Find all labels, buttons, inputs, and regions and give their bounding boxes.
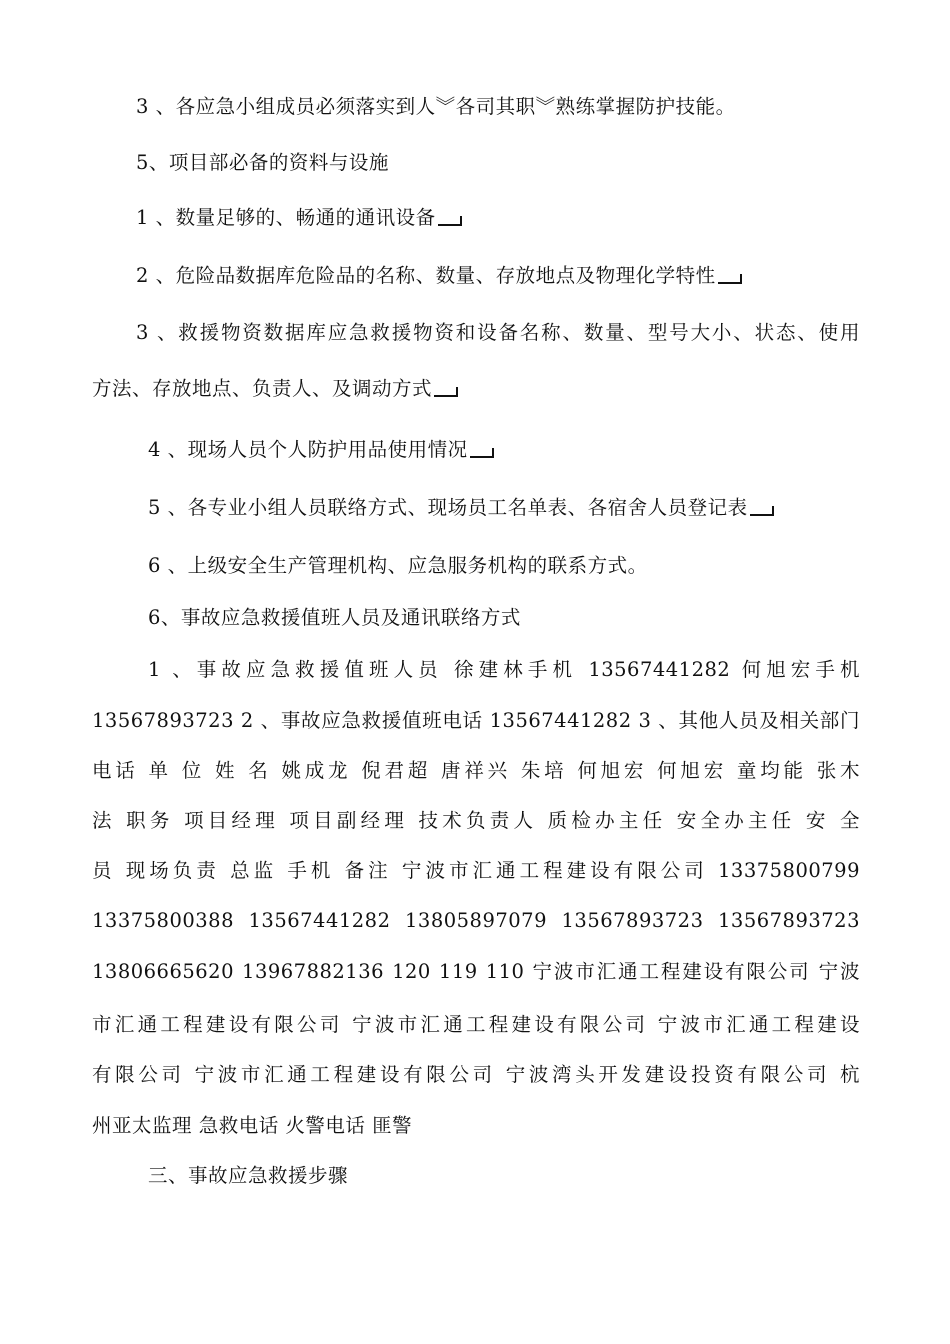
contact-line-10: 州亚太监理 急救电话 火警电话 匪警	[92, 1114, 413, 1137]
contact-line-3: 电话 单 位 姓 名 姚成龙 倪君超 唐祥兴 朱培 何旭宏 何旭宏 童均能 张木	[92, 759, 860, 782]
contact-line-4: 法 职务 项目经理 项目副经理 技术负责人 质检办主任 安全办主任 安 全	[92, 809, 860, 832]
section-5-heading: 5、项目部必备的资料与设施	[136, 151, 389, 174]
contact-line-2: 13567893723 2 、事故应急救援值班电话 13567441282 3 、其他人员及相关部门	[92, 709, 860, 732]
item-5: 5 、各专业小组人员联络方式、现场员工名单表、各宿舍人员登记表	[148, 493, 918, 523]
item-6: 6 、上级安全生产管理机构、应急服务机构的联系方式。	[148, 554, 648, 577]
contact-line-7: 13806665620 13967882136 120 119 110 宁波市汇通工程建设有限公司 宁波	[92, 960, 860, 983]
contact-line-1: 1 、事故应急救援值班人员 徐建林手机 13567441282 何旭宏手机	[148, 658, 860, 681]
para-3-duties: 3 、各应急小组成员必须落实到人︾各司其职︾熟练掌握防护技能。	[136, 95, 736, 118]
end-mark	[434, 387, 458, 397]
section-3-heading: 三、事故应急救援步骤	[148, 1164, 349, 1187]
contact-line-8: 市汇通工程建设有限公司 宁波市汇通工程建设有限公司 宁波市汇通工程建设	[92, 1013, 860, 1036]
item-1: 1 、数量足够的、畅通的通讯设备	[136, 203, 906, 233]
item-2: 2 、危险品数据库危险品的名称、数量、存放地点及物理化学特性	[136, 261, 906, 291]
end-mark	[470, 448, 494, 458]
end-mark	[438, 216, 462, 226]
end-mark	[750, 506, 774, 516]
section-6-heading: 6、事故应急救援值班人员及通讯联络方式	[148, 606, 521, 629]
contact-line-5: 员 现场负责 总监 手机 备注 宁波市汇通工程建设有限公司 13375800799	[92, 859, 860, 882]
item-3-line-1: 3 、救援物资数据库应急救援物资和设备名称、数量、型号大小、状态、使用	[136, 321, 860, 344]
item-4: 4 、现场人员个人防护用品使用情况	[148, 435, 918, 465]
contact-line-6: 13375800388 13567441282 13805897079 13567893723 13567893723	[92, 909, 860, 932]
item-3-line-2: 方法、存放地点、负责人、及调动方式	[92, 374, 862, 404]
end-mark	[718, 274, 742, 284]
contact-line-9: 有限公司 宁波市汇通工程建设有限公司 宁波湾头开发建设投资有限公司 杭	[92, 1063, 860, 1086]
